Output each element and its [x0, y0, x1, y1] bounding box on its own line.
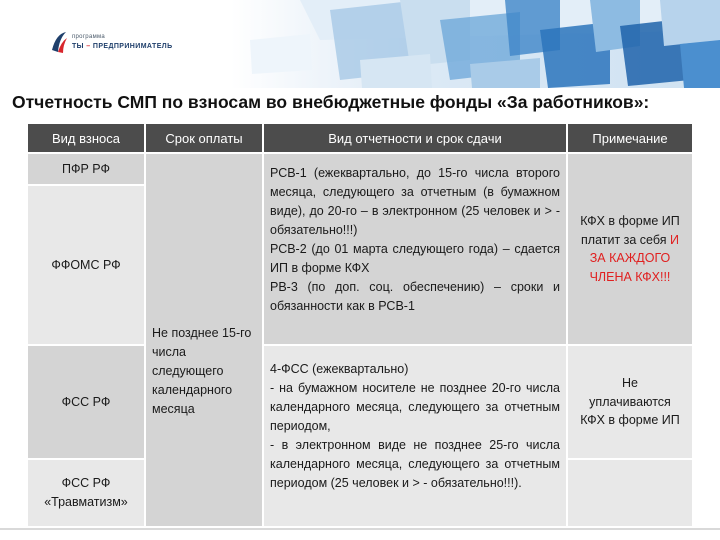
logo-name: ТЫ – ПРЕДПРИНИМАТЕЛЬ — [72, 43, 173, 50]
header-payment-deadline: Срок оплаты — [146, 124, 262, 152]
reporting-fss-text: 4-ФСС (ежеквартально) - на бумажном носителе не позднее 20-го числа календарного месяца, следующего за отчетным периодом, - в электронном виде не позднее 25-го числа календарного месяца, следующего за отчетным периодом (25 человек и > - обязательно!!!). — [264, 346, 566, 526]
note-pfr-emphasis: И ЗА КАЖДОГО ЧЛЕНА КФХ!!! — [589, 232, 679, 284]
bottom-divider — [0, 528, 720, 530]
payment-deadline-cell — [146, 154, 262, 526]
note-empty — [568, 460, 692, 526]
fund-type-fss-injury: ФСС РФ «Травматизм» — [28, 460, 144, 526]
logo-swoosh-icon — [50, 30, 68, 54]
header-reporting: Вид отчетности и срок сдачи — [264, 124, 566, 152]
fund-type-pfr: ПФР РФ — [28, 154, 144, 184]
note-pfr — [568, 154, 692, 344]
note-fss: Не уплачиваются КФХ в форме ИП — [568, 346, 692, 458]
fund-type-ffoms: ФФОМС РФ — [28, 186, 144, 344]
header-fund-type: Вид взноса — [28, 124, 144, 152]
header-banner — [0, 0, 720, 88]
payment-deadline-text: Не позднее 15-го числа следующего календарного месяца — [152, 326, 252, 416]
reporting-pfr-text: РСВ-1 (ежеквартально, до 15-го числа второго месяца, следующего за отчетным (в бумажном виде), до 20-го – в электронном (25 человек и > - обязательно!!!) РСВ-2 (до 01 марта следующего года) – сдается ИП в форме КФХ РВ-3 (по доп. соц. обеспечению) – сроки и обязанности как в РСВ-1 — [264, 154, 566, 344]
header-note: Примечание — [568, 124, 692, 152]
note-pfr-text: КФХ в форме ИП платит за себя И ЗА КАЖДОГО ЧЛЕНА КФХ!!! — [580, 214, 680, 284]
page-title: Отчетность СМП по взносам во внебюджетные фонды «За работников»: — [12, 92, 650, 112]
fund-type-fss: ФСС РФ — [28, 346, 144, 458]
logo-caption: программа — [72, 34, 106, 40]
program-logo — [50, 26, 173, 60]
